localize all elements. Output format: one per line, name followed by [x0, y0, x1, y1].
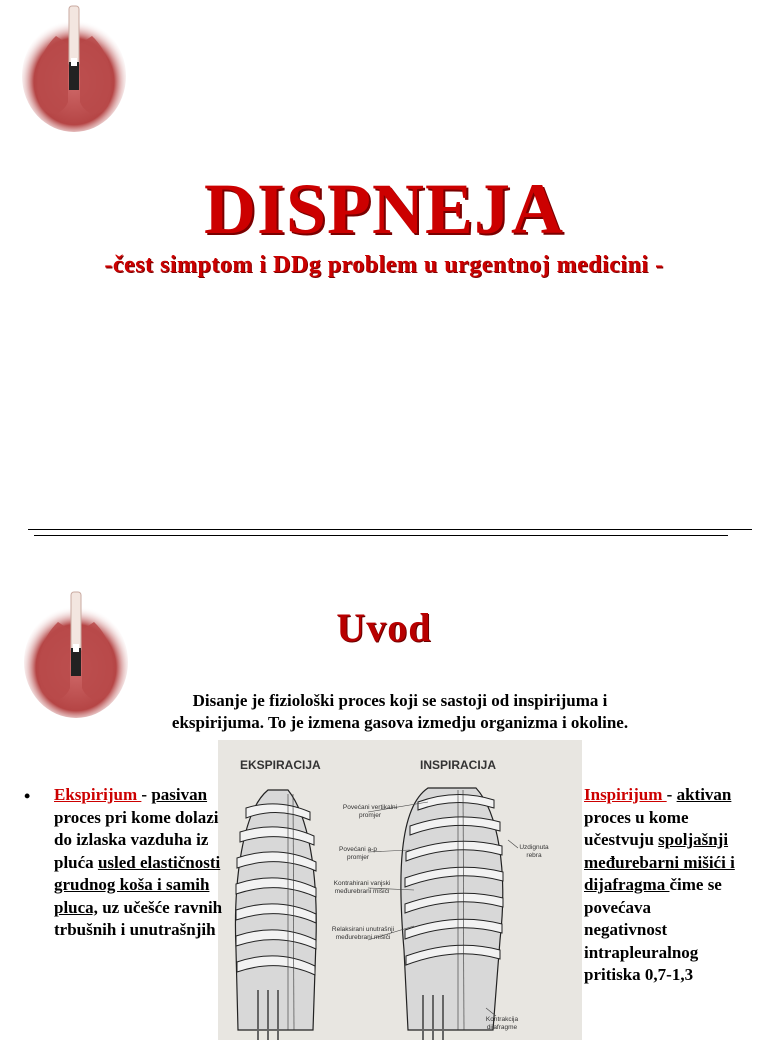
dash: - [666, 785, 673, 804]
figure-note: Kontrakcija dijafragme [485, 1016, 519, 1031]
intro-line: Disanje je fiziološki proces koji se sastoji od inspirijuma i [192, 691, 608, 710]
intro-paragraph [130, 690, 670, 734]
figure-note: Kontrahirani vanjski međurebrani mišići [333, 880, 391, 895]
ribcage-illustration [218, 740, 582, 1040]
attribute-active: aktivan [676, 785, 732, 804]
intro-line: ekspirijuma. To je izmena gasova izmedju organizma i okoline. [171, 713, 629, 732]
slide-divider [28, 529, 752, 530]
slide-divider [34, 535, 728, 536]
lungs-trachea-icon [18, 6, 130, 128]
figure-note: Relaksirani unutrašnji međurebrani mišići [331, 926, 395, 941]
figure-label-inspiration: INSPIRACIJA [420, 758, 497, 772]
bullet-marker: • [24, 786, 31, 806]
breathing-diagram [218, 740, 582, 1040]
figure-note: Uzdignuta rebra [519, 844, 549, 859]
dash: - [141, 785, 148, 804]
page-subtitle: -čest simptom i DDg problem u urgentnoj medicini - [104, 252, 664, 278]
page-title: DISPNEJA [203, 169, 565, 249]
underlined-phrase: usled elastičnosti grudnog koša i samih pluca, [54, 852, 221, 917]
paragraph-text: uz učešće ravnih trbušnih i unutrašnjih [54, 897, 223, 939]
figure-note: Povećani a-p promjer [339, 846, 377, 861]
paragraph-text: čime se povećava negativnost intrapleuralnog pritiska 0,7-1,3 [584, 875, 722, 984]
figure-label-expiration: EKSPIRACIJA [240, 758, 321, 772]
term-inspiration: Inspirijum [584, 785, 667, 804]
figure-note: Povećani vertikalni promjer [342, 804, 398, 819]
paragraph-text: proces pri kome dolazi do izlaska vazduha iz pluća [54, 807, 219, 872]
inspiration-paragraph [584, 784, 736, 987]
paragraph-text: proces u kome učestvuju [584, 807, 689, 849]
section-title: Uvod [336, 605, 432, 650]
underlined-phrase: spoljašnji međurebarni mišići i dijafragma [584, 830, 735, 894]
slide-intro [0, 540, 768, 1031]
attribute-passive: pasivan [151, 785, 208, 804]
expiration-paragraph [54, 784, 224, 942]
term-expiration: Ekspirijum [54, 785, 142, 804]
